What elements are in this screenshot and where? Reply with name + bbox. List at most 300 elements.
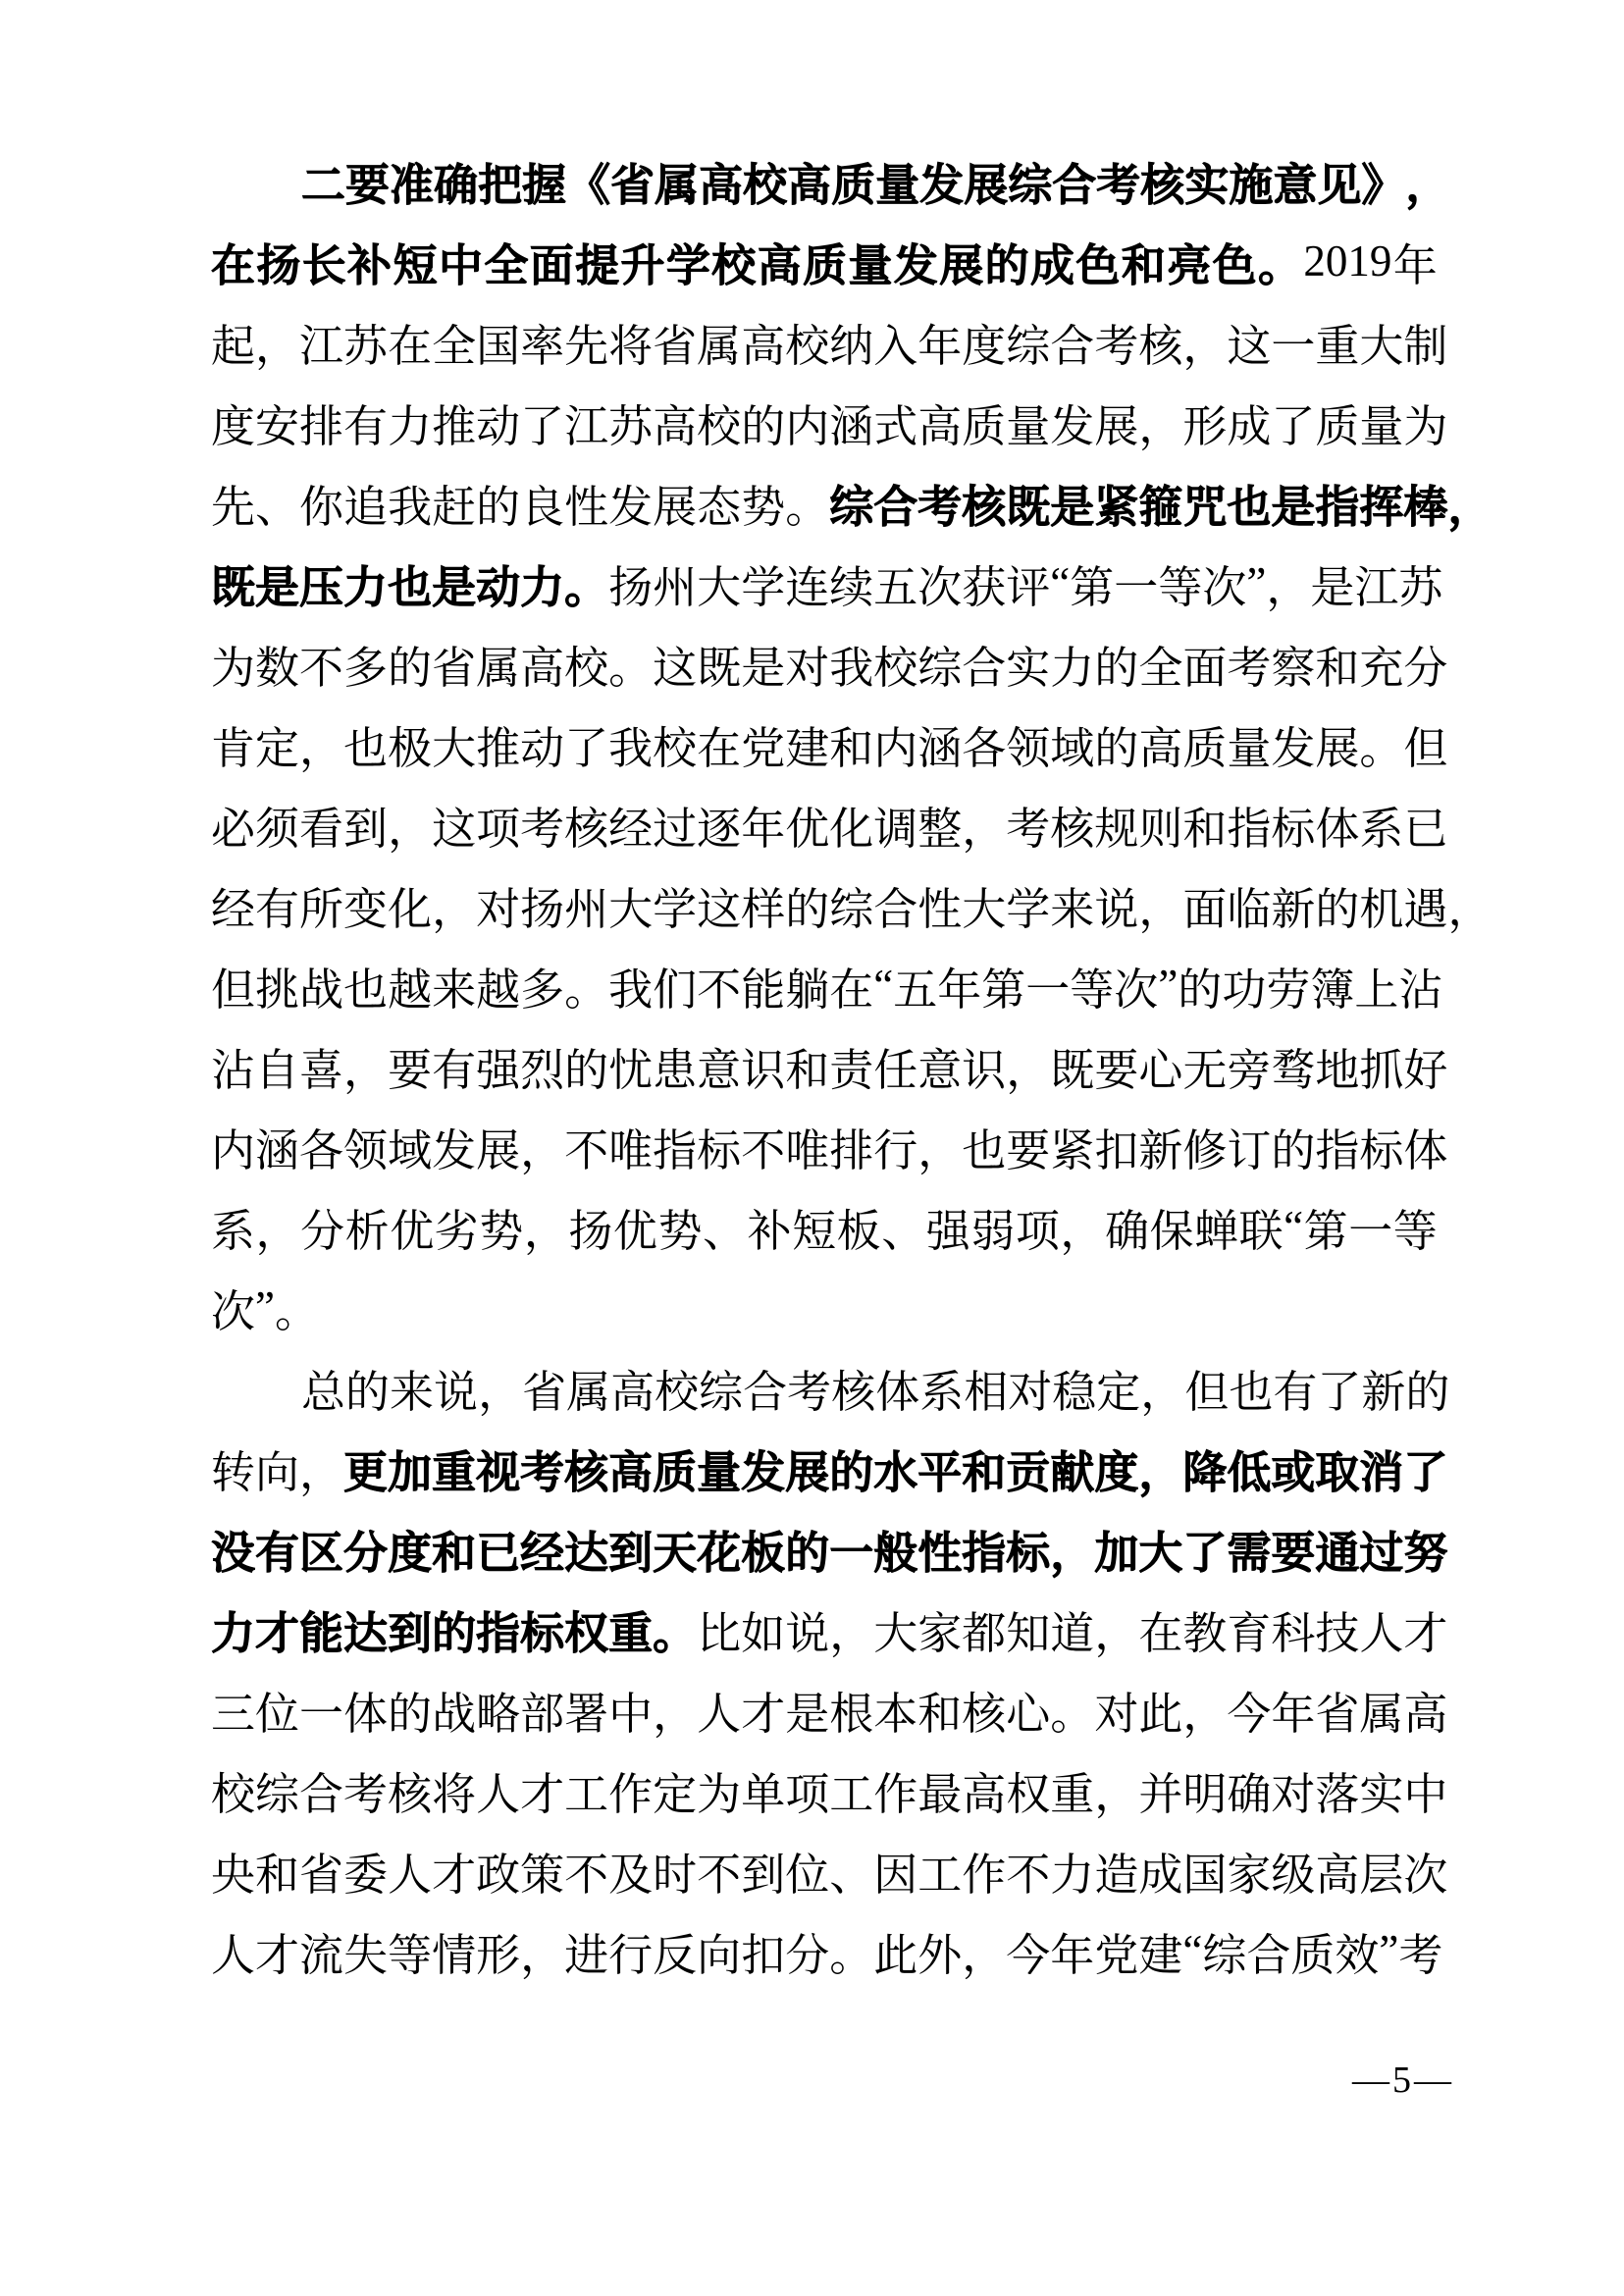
text-segment: 赶 [432, 482, 477, 532]
text-segment: 五 [873, 562, 918, 612]
bold-text-segment: 展 [785, 1447, 830, 1497]
bold-text-segment: 没 [211, 1528, 256, 1578]
text-segment: 明 [1182, 1769, 1228, 1819]
text-segment: 高 [653, 401, 698, 451]
text-segment: 要 [1006, 1125, 1051, 1175]
text-segment: 将 [432, 1769, 477, 1819]
text-segment: 心 [1138, 1045, 1183, 1095]
bold-text-segment: 标 [1006, 1528, 1051, 1578]
text-segment: 才 [255, 1930, 300, 1980]
text-segment: 一 [1114, 562, 1159, 612]
text-segment: 知 [1006, 1608, 1051, 1658]
text-segment: 第 [981, 965, 1026, 1015]
bold-text-segment: 动 [476, 562, 521, 612]
text-segment: ， [343, 1045, 389, 1095]
bold-text-segment: 经 [520, 1528, 565, 1578]
text-segment: 沾 [211, 1045, 256, 1095]
text-segment: 及 [608, 1850, 654, 1900]
text-segment: 样 [741, 884, 786, 934]
text-segment: 有 [1273, 1367, 1318, 1417]
text-segment: ， [1266, 562, 1311, 612]
text-segment: 一 [1025, 965, 1071, 1015]
text-segment: 展 [1315, 723, 1360, 773]
text-segment: 量 [1006, 401, 1051, 451]
text-segment: 要 [1094, 1045, 1139, 1095]
bold-text-segment: 《 [566, 160, 611, 210]
text-segment: 一 [1271, 321, 1316, 371]
text-segment: 不 [697, 1850, 742, 1900]
text-line [211, 1589, 1448, 1669]
text-segment: 等 [1158, 562, 1203, 612]
bold-text-segment: 要 [345, 160, 391, 210]
text-segment: 也 [343, 965, 389, 1015]
bold-text-segment: 确 [434, 160, 479, 210]
text-segment: ， [255, 1206, 300, 1256]
text-segment: 属 [1359, 1689, 1404, 1739]
text-segment: 你 [299, 482, 344, 532]
text-segment: 但 [211, 965, 256, 1015]
text-segment: 患 [653, 1045, 698, 1095]
text-segment: 域 [388, 1125, 433, 1175]
text-segment: 到 [741, 1850, 786, 1900]
bold-text-segment: 有 [255, 1528, 300, 1578]
text-segment: 单 [741, 1769, 786, 1819]
bold-text-segment: 区 [299, 1528, 344, 1578]
text-segment: 动 [520, 723, 565, 773]
text-segment: 确 [1227, 1769, 1272, 1819]
text-segment: ， [1094, 1608, 1139, 1658]
bold-text-segment: 板 [741, 1528, 786, 1578]
text-segment: 大 [873, 1608, 918, 1658]
text-segment: 越 [476, 965, 521, 1015]
text-segment: 江 [1354, 562, 1399, 612]
text-segment: 也 [962, 1125, 1007, 1175]
bold-text-segment: 质 [831, 160, 876, 210]
text-segment: 重 [1315, 321, 1360, 371]
text-segment: 综 [1006, 321, 1051, 371]
bold-text-segment: 紧 [1094, 482, 1139, 532]
text-segment: 。 [275, 1286, 320, 1336]
text-segment: 为 [697, 1769, 742, 1819]
text-line [211, 945, 1443, 1025]
text-segment: 综 [829, 884, 874, 934]
text-segment: 优 [785, 804, 830, 854]
text-segment: 是 [1310, 562, 1355, 612]
text-segment: ” [1246, 558, 1267, 607]
bold-text-segment: 质 [803, 240, 848, 290]
bold-text-segment: 到 [388, 1608, 433, 1658]
text-line [211, 1025, 1448, 1106]
text-segment: 、 [703, 1206, 748, 1256]
bold-text-segment: 是 [1271, 482, 1316, 532]
bold-text-segment: 发 [919, 160, 965, 210]
text-segment: 和 [829, 723, 874, 773]
text-segment: 订 [1227, 1125, 1272, 1175]
text-segment: 分 [785, 1930, 830, 1980]
text-segment: 面 [1182, 884, 1228, 934]
bold-text-segment: 提 [575, 240, 620, 290]
text-segment: 强 [925, 1206, 970, 1256]
bold-text-segment: 是 [255, 562, 300, 612]
text-segment: 全 [1138, 643, 1183, 693]
bold-text-segment: 一 [829, 1528, 874, 1578]
text-segment: 科 [1271, 1608, 1316, 1658]
text-segment: 年 [937, 965, 982, 1015]
text-segment: 合 [962, 643, 1007, 693]
text-segment: 2019 [1303, 236, 1392, 286]
bold-text-segment: 也 [1227, 482, 1272, 532]
bold-text-segment: 施 [1229, 160, 1274, 210]
text-segment: 各 [962, 723, 1007, 773]
text-segment: 也 [343, 723, 389, 773]
text-segment: 省 [653, 321, 698, 371]
text-segment: 不 [697, 965, 742, 1015]
bold-text-segment: 展 [964, 160, 1009, 210]
bold-text-segment: 度 [388, 1528, 433, 1578]
text-segment: 工 [917, 1850, 963, 1900]
text-segment: 考 [1398, 1930, 1443, 1980]
text-segment: 大 [697, 562, 742, 612]
bold-text-segment: 达 [564, 1528, 609, 1578]
text-segment: 充 [1359, 643, 1404, 693]
text-segment: 对 [476, 884, 521, 934]
text-segment: 高 [1138, 723, 1183, 773]
text-segment: 扣 [1094, 1125, 1139, 1175]
text-segment: 了 [520, 401, 565, 451]
text-segment: 层 [1359, 1850, 1404, 1900]
text-segment: 追 [343, 482, 389, 532]
text-segment: “ [1050, 558, 1071, 607]
text-segment: 核 [1138, 321, 1183, 371]
text-segment: 次 [1403, 1850, 1448, 1900]
text-segment: 省 [1315, 1689, 1360, 1739]
text-segment: 作 [873, 1769, 918, 1819]
text-line [211, 1830, 1448, 1910]
text-segment: 既 [697, 643, 742, 693]
text-segment: 躺 [785, 965, 830, 1015]
bold-text-segment: 发 [893, 240, 938, 290]
text-segment: “ [1283, 1202, 1304, 1251]
text-segment: 校 [653, 723, 698, 773]
text-segment: 流 [299, 1930, 344, 1980]
text-segment: 才 [520, 1769, 565, 1819]
text-segment: 指 [1227, 804, 1272, 854]
text-segment: 看 [299, 804, 344, 854]
text-segment: 人 [1359, 1608, 1404, 1658]
text-segment: 质 [1182, 723, 1228, 773]
text-segment: 逐 [697, 804, 742, 854]
text-segment: 但 [1403, 723, 1448, 773]
bold-text-segment: 和 [962, 1447, 1007, 1497]
text-segment: 定 [1096, 1367, 1141, 1417]
text-segment: 、 [255, 482, 300, 532]
text-segment: 先 [211, 482, 256, 532]
text-segment: 短 [792, 1206, 837, 1256]
text-segment: 来 [1050, 884, 1095, 934]
text-segment: 家 [1227, 1850, 1272, 1900]
text-segment: 率 [520, 321, 565, 371]
text-segment: 综 [1202, 1930, 1247, 1980]
text-segment: 校 [873, 643, 918, 693]
bold-text-segment: 的 [432, 1608, 477, 1658]
text-segment: 展 [476, 1125, 521, 1175]
text-segment: 的 [388, 1689, 433, 1739]
text-segment: 评 [1006, 562, 1051, 612]
text-segment: 标 [1271, 804, 1316, 854]
text-segment: 落 [1315, 1769, 1360, 1819]
text-segment: 形 [476, 1930, 521, 1980]
text-segment: 的 [476, 482, 521, 532]
text-segment: 指 [653, 1125, 698, 1175]
bold-text-segment: 中 [438, 240, 483, 290]
text-segment: 党 [1094, 1930, 1139, 1980]
text-segment: 反 [653, 1930, 698, 1980]
text-segment: 次 [211, 1286, 256, 1336]
text-segment: 第 [1070, 562, 1115, 612]
text-segment: 系 [1359, 804, 1404, 854]
text-segment: 育 [1227, 1608, 1272, 1658]
text-segment: ， [1447, 884, 1493, 934]
text-segment: 遇 [1403, 884, 1448, 934]
text-segment: 学 [741, 562, 786, 612]
text-segment: 的 [1094, 643, 1139, 693]
text-segment: 弱 [970, 1206, 1016, 1256]
text-segment: 属 [476, 643, 521, 693]
bold-text-segment: 高 [699, 160, 744, 210]
bold-text-segment: 省 [610, 160, 655, 210]
text-segment: 涵 [255, 1125, 300, 1175]
text-segment: 不 [564, 1850, 609, 1900]
bold-text-segment: 全 [484, 240, 529, 290]
bold-text-segment: 消 [1359, 1447, 1404, 1497]
text-segment: 战 [299, 965, 344, 1015]
text-segment: 合 [743, 1367, 788, 1417]
text-segment: 识 [741, 1045, 786, 1095]
bold-text-segment: 质 [653, 1447, 698, 1497]
text-segment: 骛 [1271, 1045, 1316, 1095]
text-segment: 因 [873, 1850, 918, 1900]
bold-text-segment: 标 [520, 1608, 565, 1658]
text-segment: 定 [255, 723, 300, 773]
text-segment: 。 [608, 643, 654, 693]
bold-text-segment: 需 [1227, 1528, 1272, 1578]
text-segment: 地 [1315, 1045, 1360, 1095]
text-segment: 我 [829, 643, 874, 693]
text-segment: 展 [1094, 401, 1139, 451]
bold-text-segment: 视 [476, 1447, 521, 1497]
text-segment: 的 [785, 884, 830, 934]
bold-text-segment: 合 [1052, 160, 1097, 210]
text-segment: ， [962, 1930, 1007, 1980]
bold-text-segment: 和 [432, 1528, 477, 1578]
bold-text-segment: 取 [1315, 1447, 1360, 1497]
text-segment: 察 [1271, 643, 1316, 693]
bold-text-segment: 低 [1227, 1447, 1272, 1497]
text-segment: 在 [829, 965, 874, 1015]
text-segment: 连 [785, 562, 830, 612]
bold-text-segment: 实 [1184, 160, 1230, 210]
text-segment: 和 [1315, 643, 1360, 693]
bold-text-segment: 亮 [1167, 240, 1212, 290]
bold-text-segment: 量 [875, 160, 920, 210]
text-segment: 将 [608, 321, 654, 371]
text-segment: 考 [1227, 643, 1272, 693]
text-segment: 高 [741, 321, 786, 371]
text-segment: ， [917, 1125, 963, 1175]
bold-text-segment: 平 [917, 1447, 963, 1497]
text-segment: 校 [697, 401, 742, 451]
text-segment: 建 [1138, 1930, 1183, 1980]
text-segment: 起 [211, 321, 256, 371]
bold-text-segment: 贡 [1006, 1447, 1051, 1497]
text-segment: ， [1094, 1769, 1139, 1819]
bold-text-segment: 指 [962, 1528, 1007, 1578]
text-segment: 等 [388, 1930, 433, 1980]
text-segment: 大 [608, 884, 654, 934]
text-segment: 量 [1227, 723, 1272, 773]
text-segment: 标 [697, 1125, 742, 1175]
bold-text-segment: 升 [620, 240, 665, 290]
text-segment: 省 [522, 1367, 567, 1417]
text-segment: 的 [1094, 723, 1139, 773]
text-segment: 策 [520, 1850, 565, 1900]
bold-text-segment: 重 [608, 1608, 654, 1658]
text-segment: 内 [873, 723, 918, 773]
text-segment: 在 [697, 723, 742, 773]
text-segment: 来 [432, 965, 477, 1015]
text-segment: 系 [211, 1206, 256, 1256]
text-segment: 系 [919, 1367, 965, 1417]
text-segment: 苏 [608, 401, 654, 451]
bold-text-segment: 了 [1182, 1528, 1228, 1578]
text-segment: 发 [608, 482, 654, 532]
text-segment: 进 [564, 1930, 609, 1980]
text-line [211, 1186, 1438, 1267]
text-segment: 新 [1271, 884, 1316, 934]
text-segment: 外 [917, 1930, 963, 1980]
text-segment: 来 [390, 1367, 435, 1417]
text-line [211, 1267, 1438, 1347]
bold-text-segment: 。 [564, 562, 609, 612]
text-segment: 意 [697, 1045, 742, 1095]
text-segment: 。 [1050, 1689, 1095, 1739]
text-segment: ， [1060, 1206, 1105, 1256]
text-segment: 形 [1182, 401, 1228, 451]
bold-text-segment: 长 [301, 240, 346, 290]
text-segment: 考 [343, 1769, 389, 1819]
text-segment: 次 [917, 562, 963, 612]
text-segment: 技 [1315, 1608, 1360, 1658]
text-line [211, 140, 1450, 221]
text-segment: 行 [873, 1125, 918, 1175]
text-segment: 实 [1359, 1769, 1404, 1819]
text-segment: 新 [1361, 1367, 1406, 1417]
text-segment: 年 [917, 321, 963, 371]
text-segment: 是 [785, 1689, 830, 1739]
text-segment: 权 [1006, 1769, 1051, 1819]
bold-text-segment: 的 [984, 240, 1029, 290]
text-segment: 析 [344, 1206, 390, 1256]
text-line [211, 543, 1443, 623]
text-segment: 三 [211, 1689, 256, 1739]
text-segment: 高 [610, 1367, 655, 1417]
text-segment: 制 [1403, 321, 1448, 371]
bold-text-segment: 面 [529, 240, 574, 290]
text-segment: 人 [476, 1769, 521, 1819]
text-segment: 挑 [255, 965, 300, 1015]
text-segment: 内 [211, 1125, 256, 1175]
text-segment: 学 [653, 884, 698, 934]
text-segment: 校 [655, 1367, 700, 1417]
text-segment: 功 [1222, 965, 1267, 1015]
text-segment: 重 [1050, 1769, 1095, 1819]
text-segment: 力 [1050, 643, 1095, 693]
text-segment: 核 [962, 1689, 1007, 1739]
text-segment: 成 [1138, 1850, 1183, 1900]
text-segment: 合 [873, 884, 918, 934]
bold-text-segment: 补 [347, 240, 393, 290]
bold-text-segment: 已 [476, 1528, 521, 1578]
text-segment: 唯 [785, 1125, 830, 1175]
bold-text-segment: 达 [343, 1608, 389, 1658]
text-line [211, 704, 1448, 784]
text-segment: 识 [962, 1045, 1007, 1095]
text-segment: 和 [785, 1045, 830, 1095]
text-segment: 道 [1050, 1608, 1095, 1658]
text-segment: 分 [300, 1206, 345, 1256]
text-segment: 人 [211, 1930, 256, 1980]
page-number: —5— [1352, 2060, 1454, 2101]
text-segment: 这 [1227, 321, 1272, 371]
bold-text-segment: 量 [848, 240, 893, 290]
text-segment: 为 [1403, 401, 1448, 451]
text-segment: 对 [1008, 1367, 1053, 1417]
text-segment: 动 [476, 401, 521, 451]
text-segment: 体 [875, 1367, 920, 1417]
text-segment: 质 [1290, 1930, 1336, 1980]
text-segment: 属 [566, 1367, 611, 1417]
text-segment: 年 [1271, 1689, 1316, 1739]
text-segment: 标 [1359, 1125, 1404, 1175]
text-segment: 向 [255, 1447, 300, 1497]
bold-text-segment: 努 [1403, 1528, 1448, 1578]
text-segment: 喜 [299, 1045, 344, 1095]
text-line [211, 1910, 1443, 1991]
text-segment: 沾 [1398, 965, 1443, 1015]
text-segment: ， [1138, 401, 1183, 451]
bold-text-segment: 既 [1006, 482, 1051, 532]
text-segment: 年 [1392, 240, 1438, 290]
text-segment: 次 [1114, 965, 1159, 1015]
text-segment: 政 [476, 1850, 521, 1900]
text-segment: ， [478, 1367, 523, 1417]
text-segment: 今 [1006, 1930, 1051, 1980]
text-segment: 等 [1070, 965, 1115, 1015]
text-segment: 向 [697, 1930, 742, 1980]
text-segment: 战 [432, 1689, 477, 1739]
bold-text-segment: 》 [1361, 160, 1406, 210]
bold-text-segment: 指 [476, 1608, 521, 1658]
text-segment: 高 [962, 1769, 1007, 1819]
text-segment: 经 [211, 884, 256, 934]
text-segment: 良 [520, 482, 565, 532]
text-segment: 建 [785, 723, 830, 773]
text-segment: 了 [1317, 1367, 1362, 1417]
text-segment: 力 [1050, 1850, 1095, 1900]
text-segment: 校 [211, 1769, 256, 1819]
text-segment: 指 [1315, 1125, 1360, 1175]
text-segment: 苏 [1398, 562, 1443, 612]
